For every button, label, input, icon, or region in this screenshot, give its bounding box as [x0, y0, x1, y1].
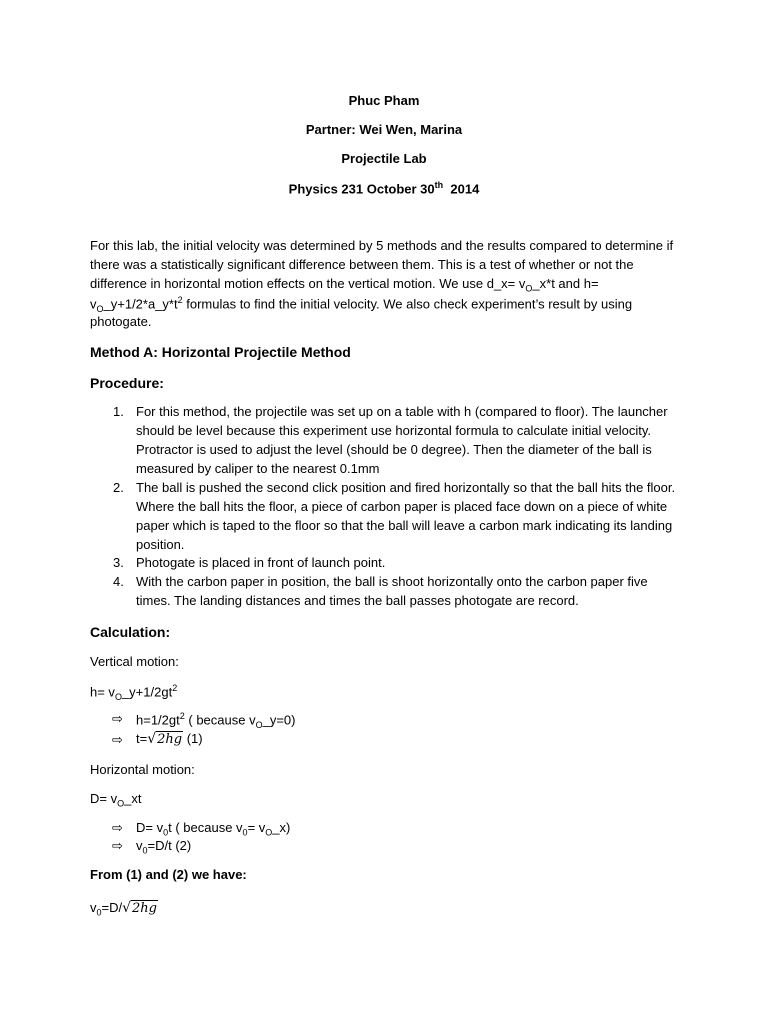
method-a-heading: Method A: Horizontal Projectile Method — [90, 344, 351, 360]
step-2-line-2: Where the ball hits the floor, a piece of carbon paper is placed face down on a piece of white — [136, 499, 668, 514]
vertical-motion-heading: Vertical motion: — [90, 654, 179, 669]
step-number: 3. — [113, 555, 124, 570]
step-1-line-3: Protractor is used to adjust the level (should be 0 degree). Then the diameter of the ball is — [136, 442, 652, 457]
calculation-heading: Calculation: — [90, 624, 171, 640]
vertical-bullet-1: $h=1/2gt^2$ ( because $v_O\_y=0$) — [136, 711, 296, 730]
step-1-line-1: For this method, the projectile was set up on a table with h (compared to floor). The launcher — [136, 404, 668, 419]
step-number: 2. — [113, 480, 124, 495]
intro-line-3: difference in horizontal motion effects on the vertical motion. We use d_x= $v_O\_x*t$ and h= — [90, 276, 599, 294]
horizontal-equation: $D= v_O\_xt$ — [90, 791, 142, 809]
lab-title: Projectile Lab — [341, 151, 427, 166]
horizontal-motion-heading: Horizontal motion: — [90, 762, 195, 777]
intro-line-5: photogate. — [90, 314, 152, 329]
arrow-right-outline-icon: ⇨ — [112, 711, 123, 726]
step-4-line-2: times. The landing distances and times the ball passes photogate are record. — [136, 593, 579, 608]
intro-line-4: $v_O\_y+1/2*a\_y*t^2$ formulas to find the initial velocity. We also check experiment’s result by using — [90, 295, 633, 314]
step-2-line-4: position. — [136, 537, 185, 552]
step-2-line-3: paper which is taped to the floor so that the ball will leave a carbon mark indicating its landing — [136, 518, 673, 533]
horizontal-bullet-1: $D= v_0t$ ( because $v_0=$ $v_O\_x$) — [136, 820, 291, 838]
from-heading: From (1) and (2) we have: — [90, 867, 247, 882]
step-number: 1. — [113, 404, 124, 419]
sqrt-icon: √ — [147, 731, 157, 747]
step-3-line-1: Photogate is placed in front of launch point. — [136, 555, 386, 570]
sqrt-icon: √ — [122, 900, 132, 916]
step-2-line-1: The ball is pushed the second click position and fired horizontally so that the ball hits the floor. — [136, 480, 676, 495]
arrow-right-outline-icon: ⇨ — [112, 838, 123, 853]
procedure-heading: Procedure: — [90, 375, 164, 391]
step-number: 4. — [113, 574, 124, 589]
course-line: Physics 231 October 30th 2014 — [288, 180, 480, 197]
step-1-line-2: should be level because this experiment use horizontal formula to calculate initial velocity. — [136, 423, 651, 438]
step-4-line-1: With the carbon paper in position, the ball is shoot horizontally onto the carbon paper five — [136, 574, 648, 589]
author-name: Phuc Pham — [348, 93, 420, 108]
intro-line-1: For this lab, the initial velocity was determined by 5 methods and the results compared to determine if — [90, 238, 674, 253]
partner-line: Partner: Wei Wen, Marina — [305, 122, 463, 137]
arrow-right-outline-icon: ⇨ — [112, 820, 123, 835]
step-1-line-4: measured by caliper to the nearest 0.1mm — [136, 461, 380, 476]
vertical-bullet-2: t=√2hg (1) — [136, 731, 203, 747]
horizontal-bullet-2: $v_0=D/t$ (2) — [136, 838, 192, 856]
intro-line-2: there was a statistically significant difference between them. This is a test of whether or not the — [90, 257, 634, 272]
final-equation: $v_0=D/√2hg$ — [90, 900, 157, 918]
vertical-equation: $h= v_O\_y+1/2gt^2$ — [90, 683, 178, 702]
arrow-right-outline-icon: ⇨ — [112, 732, 123, 747]
